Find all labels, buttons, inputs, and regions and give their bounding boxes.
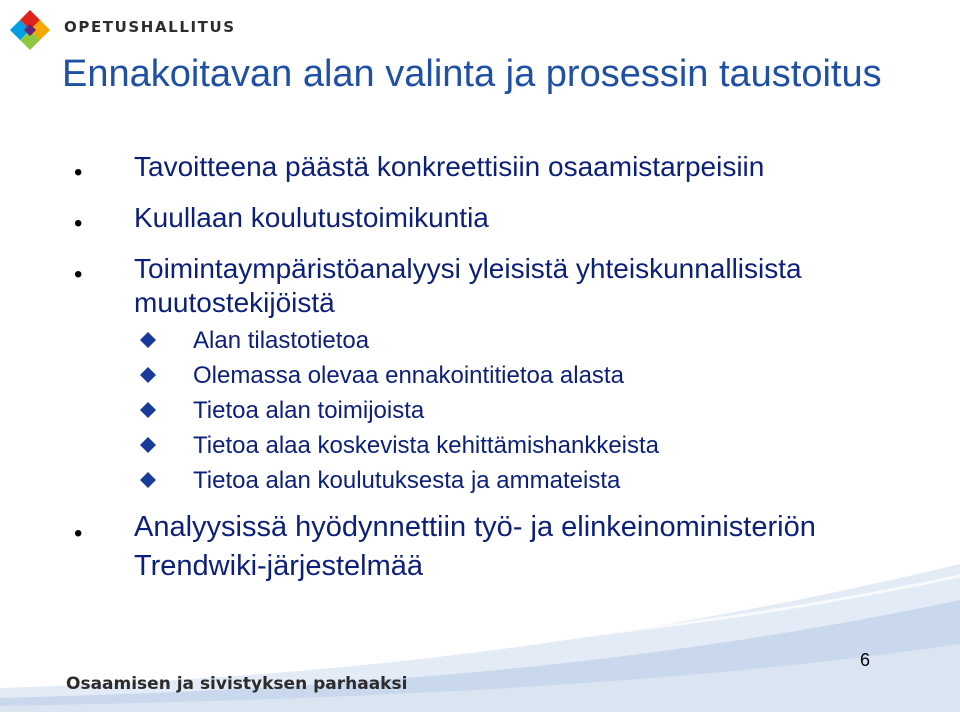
sub-bullet-item — [193, 463, 960, 498]
diamond-bullet-icon — [140, 402, 156, 418]
bullet-dot-icon: • — [74, 520, 83, 547]
sub-bullet-text: Alan tilastotietoa — [193, 327, 370, 354]
diamond-logo-icon — [6, 6, 54, 54]
sub-bullet-item — [193, 358, 960, 393]
bullet-text: Toimintaympäristöanalyysi yleisistä yhteiskunnallisista muutostekijöistä — [134, 253, 802, 318]
sub-bullet-text: Tietoa alan toimijoista — [193, 397, 425, 424]
footer-slogan: Osaamisen ja sivistyksen parhaaksi — [66, 674, 408, 694]
bullet-dot-icon: • — [74, 210, 83, 237]
diamond-bullet-icon — [140, 367, 156, 383]
bullet-item — [74, 201, 920, 237]
diamond-bullet-icon — [140, 332, 156, 348]
sub-bullet-item — [193, 428, 960, 463]
bullet-item — [74, 150, 920, 186]
sub-bullet-list — [0, 323, 960, 498]
slide-title: Ennakoitavan alan valinta ja prosessin taustoitus — [62, 53, 882, 95]
bullet-text: Kuullaan koulutustoimikuntia — [134, 202, 489, 233]
page-number: 6 — [860, 650, 871, 670]
sub-bullet-item — [193, 393, 960, 428]
bullet-dot-icon: • — [74, 261, 83, 288]
sub-bullet-item — [193, 323, 960, 358]
slide-content — [0, 150, 960, 603]
bullet-item — [74, 252, 920, 320]
sub-bullet-text: Tietoa alaa koskevista kehittämishankkeista — [193, 432, 660, 459]
diamond-bullet-icon — [140, 472, 156, 488]
bullet-text: Analyysissä hyödynnettiin työ- ja elinkeinoministeriön Trendwiki-järjestelmää — [134, 511, 816, 582]
diamond-bullet-icon — [140, 437, 156, 453]
org-name: OPETUSHALLITUS — [64, 18, 236, 36]
sub-bullet-text: Olemassa olevaa ennakointitietoa alasta — [193, 362, 624, 389]
sub-bullet-text: Tietoa alan koulutuksesta ja ammateista — [193, 467, 621, 494]
bullet-text: Tavoitteena päästä konkreettisiin osaamistarpeisiin — [134, 151, 765, 182]
bullet-dot-icon: • — [74, 159, 83, 186]
